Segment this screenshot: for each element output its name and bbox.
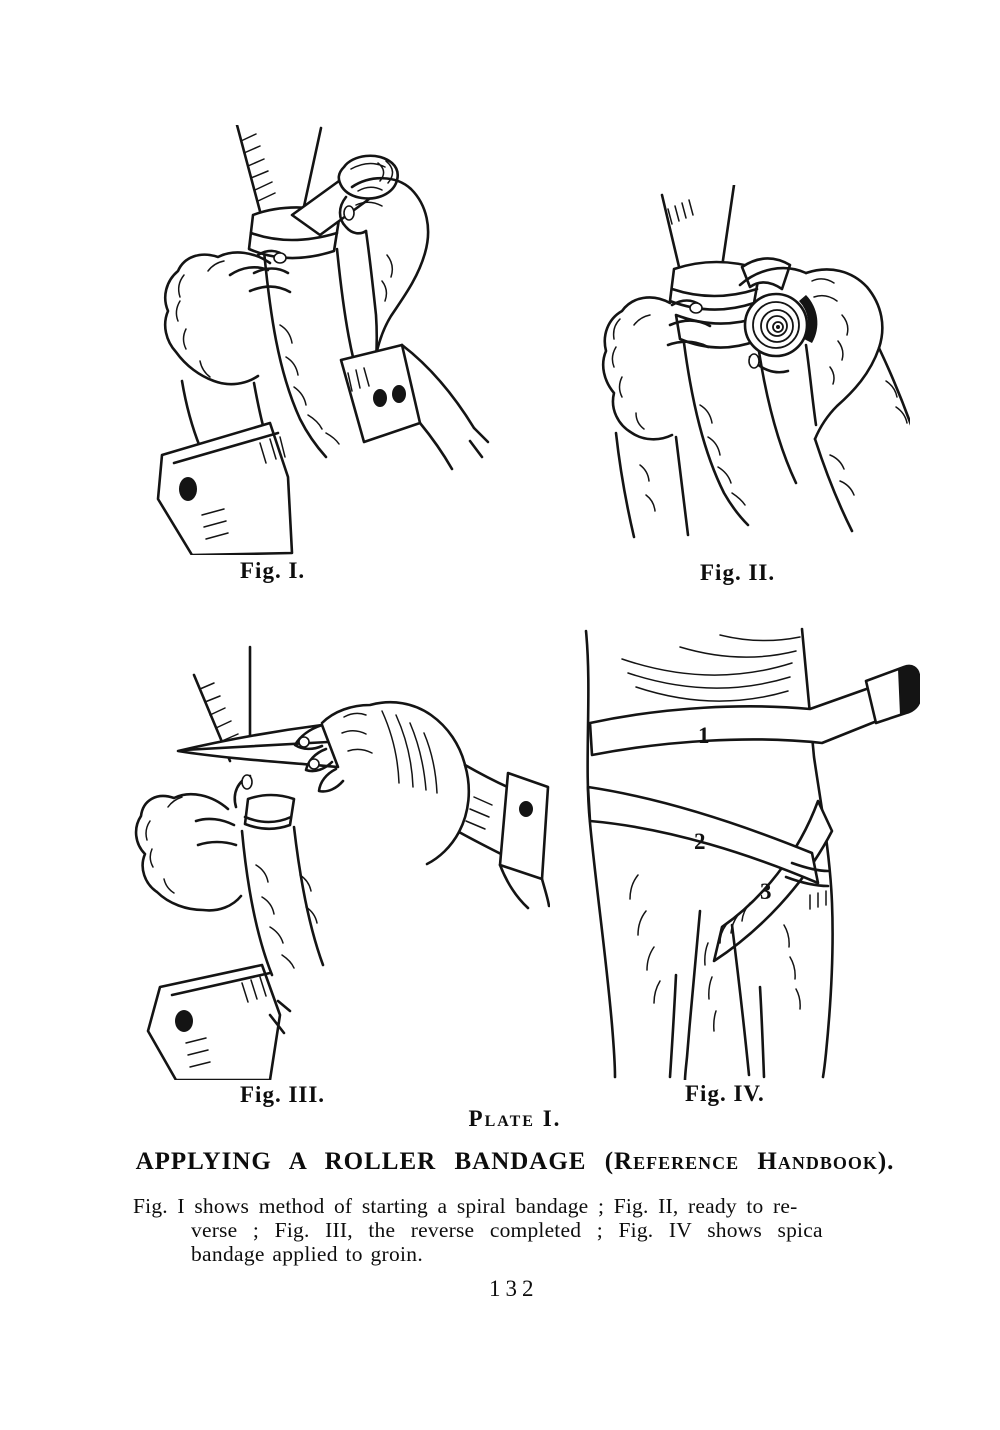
right-shirt-cuff: [341, 345, 488, 469]
figure-1-illustration: [140, 125, 500, 555]
figure-3-illustration: [130, 645, 550, 1080]
plate-title-main: APPLYING A ROLLER BANDAGE: [135, 1148, 587, 1175]
figure-2-caption: Fig. II.: [700, 560, 776, 585]
figure-4-illustration: [560, 625, 920, 1080]
strap-label-3: 3: [760, 879, 772, 904]
left-shirt-cuff: [158, 423, 292, 555]
bandager-left-hand: [165, 251, 290, 447]
right-shirt-cuff: [500, 773, 549, 908]
plate-caption-line-3: bandage applied to groin.: [191, 1242, 424, 1266]
spica-strap-1: [590, 666, 920, 755]
strap-label-2: 2: [694, 829, 706, 854]
plate-title: [50, 1148, 980, 1176]
strap-label-1: 1: [698, 723, 710, 748]
page-number: 132: [489, 1276, 539, 1301]
figure-4-caption: Fig. IV.: [685, 1081, 765, 1106]
figure-1-caption: Fig. I.: [240, 558, 306, 583]
bandager-left-hand: [136, 775, 294, 910]
plate-caption-line-1: Fig. I shows method of starting a spiral bandage ; Fig. II, ready to re-: [133, 1194, 798, 1218]
bandager-right-hand: [295, 702, 526, 864]
plate-title-annotation: (Reference Handbook).: [604, 1148, 895, 1175]
plate-label: Plate I.: [468, 1106, 562, 1131]
figure-3-caption: Fig. III.: [240, 1082, 326, 1107]
bandage-roll: [339, 156, 398, 199]
figure-2-illustration: [580, 185, 910, 540]
left-shirt-cuff: [148, 965, 290, 1080]
plate-caption-line-2: verse ; Fig. III, the reverse completed ; Fig. IV shows spica: [191, 1218, 823, 1242]
